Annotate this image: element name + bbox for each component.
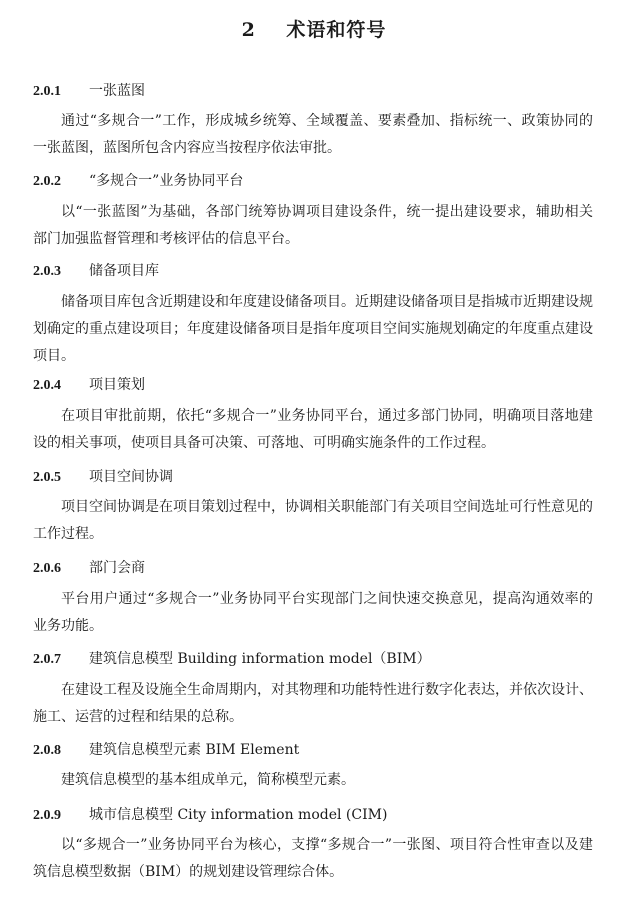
term-name: 城市信息模型 City information model (CIM) xyxy=(89,807,388,823)
term-name: 部门会商 xyxy=(89,560,145,576)
term-definition: 储备项目库包含近期建设和年度建设储备项目。近期建设储备项目是指城市近期建设规划确定的重点建设项目；年度建设储备项目是指年度项目空间实施规划确定的年度重点建设项目。 xyxy=(33,294,593,364)
term-definition: 建筑信息模型的基本组成单元，简称模型元素。 xyxy=(61,772,355,788)
term-name: 项目空间协调 xyxy=(89,469,173,485)
term-heading xyxy=(33,648,431,670)
term-heading xyxy=(33,557,145,579)
term-name: 储备项目库 xyxy=(89,263,159,279)
term-name: “多规合一”业务协同平台 xyxy=(89,173,244,189)
term-number: 2.0.7 xyxy=(33,652,61,667)
chapter-title: 2 术语和符号 xyxy=(241,19,387,41)
term-number: 2.0.1 xyxy=(33,84,61,99)
term-number: 2.0.2 xyxy=(33,174,61,189)
term-name: 一张蓝图 xyxy=(89,83,145,99)
term-number: 2.0.6 xyxy=(33,561,61,576)
term-definition: 通过“多规合一”工作，形成城乡统筹、全域覆盖、要素叠加、指标统一、政策协同的一张蓝图，蓝图所包含内容应当按程序依法审批。 xyxy=(33,113,593,156)
term-name: 项目策划 xyxy=(89,377,145,393)
term-definition: 项目空间协调是在项目策划过程中，协调相关职能部门有关项目空间选址可行性意见的工作过程。 xyxy=(33,499,593,542)
term-definition: 在项目审批前期，依托“多规合一”业务协同平台，通过多部门协同，明确项目落地建设的相关事项，使项目具备可决策、可落地、可明确实施条件的工作过程。 xyxy=(33,408,593,451)
term-number: 2.0.9 xyxy=(33,808,61,823)
term-number: 2.0.8 xyxy=(33,743,61,758)
term-definition: 在建设工程及设施全生命周期内，对其物理和功能特性进行数字化表达，并依次设计、施工、运营的过程和结果的总称。 xyxy=(33,682,593,725)
term-heading xyxy=(33,80,145,102)
term-heading xyxy=(33,170,243,192)
term-definition: 以“一张蓝图”为基础，各部门统筹协调项目建设条件，统一提出建设要求，辅助相关部门加强监督管理和考核评估的信息平台。 xyxy=(33,204,593,247)
term-heading xyxy=(33,466,173,488)
term-name: 建筑信息模型元素 BIM Element xyxy=(89,742,300,758)
term-number: 2.0.3 xyxy=(33,264,61,279)
term-name: 建筑信息模型 Building information model（BIM） xyxy=(89,651,431,667)
term-number: 2.0.5 xyxy=(33,470,61,485)
term-definition: 以“多规合一”业务协同平台为核心，支撑“多规合一”一张图、项目符合性审查以及建筑信息模型数据（BIM）的规划建设管理综合体。 xyxy=(33,837,593,880)
term-heading xyxy=(33,374,145,396)
term-number: 2.0.4 xyxy=(33,378,61,393)
term-heading xyxy=(33,804,387,826)
term-definition: 平台用户通过“多规合一”业务协同平台实现部门之间快速交换意见，提高沟通效率的业务功能。 xyxy=(33,591,593,634)
term-heading xyxy=(33,739,299,761)
term-heading xyxy=(33,260,159,282)
